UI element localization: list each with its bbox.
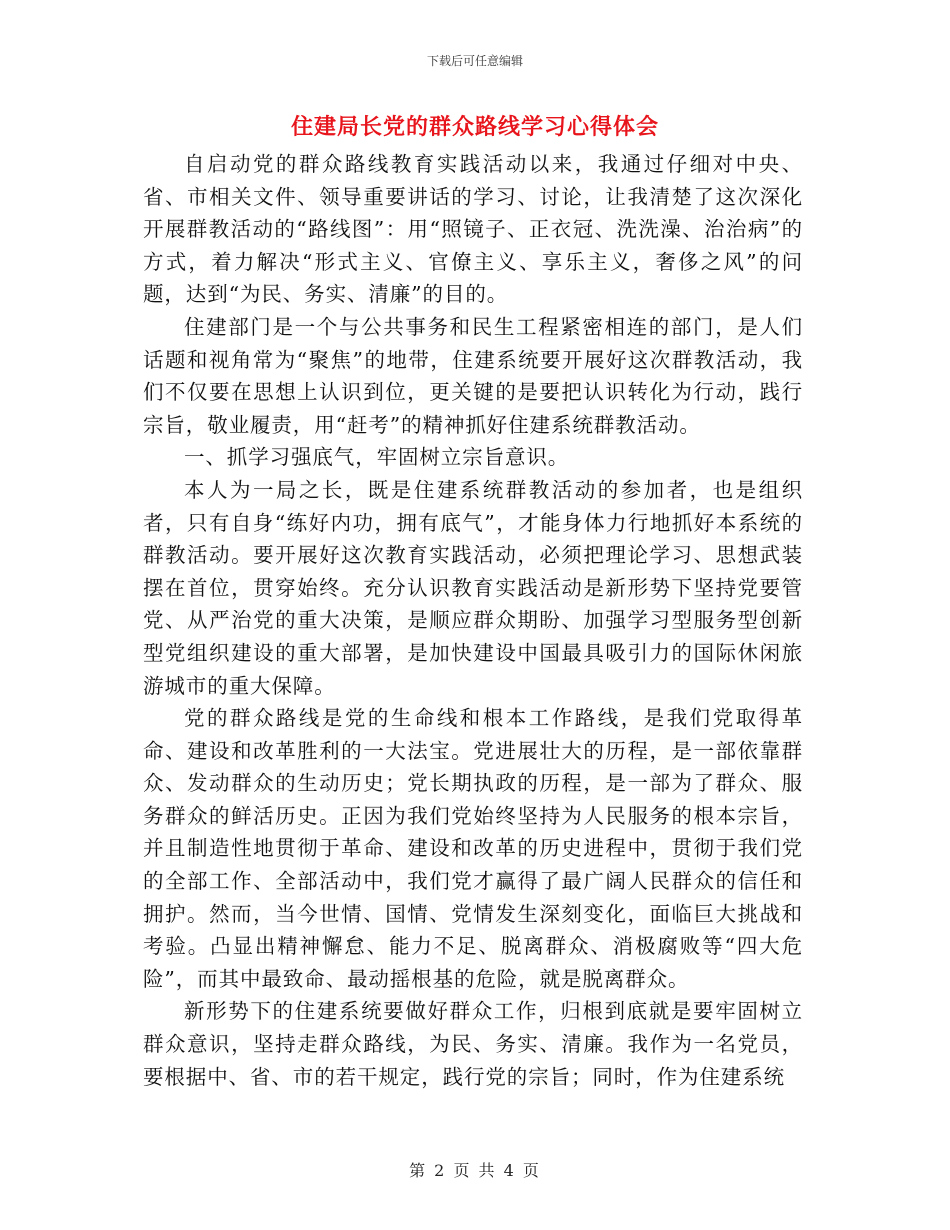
header-note: 下载后可任意编辑 (426, 54, 523, 68)
document-title: 住建局长党的群众路线学习心得体会 (290, 114, 659, 140)
paragraph: 本人为一局之长，既是住建系统群教活动的参加者，也是组织者，只有自身“练好内功，拥有底气”，才能身体力行地抓好本系统的群教活动。要开展好这次教育实践活动，必须把理论学习、思想武装摆在首位，贯穿始终。充分认识教育实践活动是新形势下坚持党要管党、从严治党的重大决策，是顺应群众期盼、加强学习型服务型创新型党组织建设的重大部署，是加快建设中国最具吸引力的国际休闲旅游城市的重大保障。 (143, 477, 803, 698)
page-footer: 第 2 页 共 4 页 (409, 1161, 541, 1180)
paragraph: 新形势下的住建系统要做好群众工作，归根到底就是要牢固树立群众意识，坚持走群众路线，为民、务实、清廉。我作为一名党员，要根据中、省、市的若干规定，践行党的宗旨；同时，作为住建系统 (143, 999, 803, 1089)
paragraph: 党的群众路线是党的生命线和根本工作路线，是我们党取得革命、建设和改革胜利的一大法宝。党进展壮大的历程，是一部依靠群众、发动群众的生动历史；党长期执政的历程，是一部为了群众、服务群众的鲜活历史。正因为我们党始终坚持为人民服务的根本宗旨，并且制造性地贯彻于革命、建设和改革的历史进程中，贯彻于我们党的全部工作、全部活动中，我们党才赢得了最广阔人民群众的信任和拥护。然而，当今世情、国情、党情发生深刻变化，面临巨大挑战和考验。凸显出精神懈怠、能力不足、脱离群众、消极腐败等“四大危险”，而其中最致命、最动摇根基的危险，就是脱离群众。 (143, 706, 803, 991)
section-heading: 一、抓学习强底气，牢固树立宗旨意识。 (184, 445, 570, 470)
paragraph: 自启动党的群众路线教育实践活动以来，我通过仔细对中央、省、市相关文件、领导重要讲话的学习、讨论，让我清楚了这次深化开展群教活动的“路线图”：用“照镜子、正衣冠、洗洗澡、治治病”的方式，着力解决“形式主义、官僚主义、享乐主义，奢侈之风”的问题，达到“为民、务实、清廉”的目的。 (143, 152, 803, 307)
document-body (143, 148, 803, 1093)
paragraph: 住建部门是一个与公共事务和民生工程紧密相连的部门，是人们话题和视角常为“聚焦”的地带，住建系统要开展好这次群教活动，我们不仅要在思想上认识到位，更关键的是要把认识转化为行动，践行宗旨，敬业履责，用“赶考”的精神抓好住建系统群教活动。 (143, 314, 803, 437)
